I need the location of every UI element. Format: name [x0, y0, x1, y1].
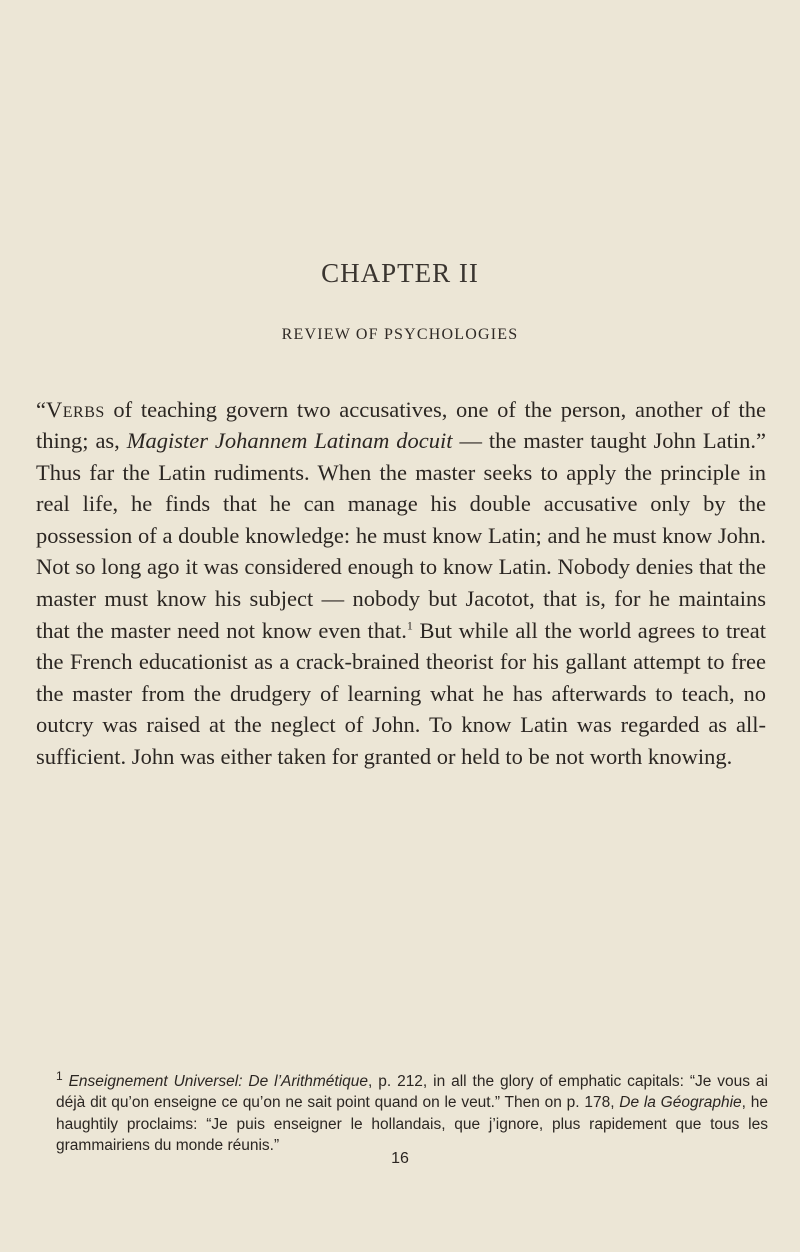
footnote-marker: 1	[56, 1068, 63, 1083]
footnote	[56, 1068, 769, 1157]
body-paragraph	[36, 394, 766, 773]
chapter-heading: CHAPTER II	[321, 258, 479, 288]
footnote-text-2: , he haughtily proclaims: “Je puis enseigner le hollandais, que j’ignore, plus rapidement que tous les grammairiens du monde réunis.”	[56, 1094, 768, 1154]
footnote-title-2: De la Géographie	[619, 1094, 742, 1111]
open-quote: “	[36, 396, 46, 422]
page-number: 16	[391, 1150, 409, 1167]
paragraph-text-3: But while all the world agrees to treat the French educationist as a crack-brained theorist for his gallant attempt to free the master from the drudgery of learning what he has afterwards to teach, no outcry was raised at the neglect of John. To know Latin was regarded as all-sufficient. John was either taken for granted or held to be not worth knowing.	[36, 617, 766, 770]
lead-word: Verbs	[46, 396, 105, 422]
section-heading: REVIEW OF PSYCHOLOGIES	[281, 326, 519, 343]
footnote-text-1: , p. 212, in all the glory of emphatic capitals: “Je vous ai déjà dit qu’on enseigne ce qu’on ne sait point quand on le veut.” Then on p. 178,	[56, 1072, 769, 1111]
paragraph-text-1: of teaching govern two accusatives, one of the person, another of the thing; as,	[36, 396, 766, 454]
paragraph-text-2: — the master taught John Latin.” Thus far the Latin rudiments. When the master seeks to apply the principle in real life, he finds that he can manage his double accusative only by the possession of a double knowledge: he must know Latin; and he must know John. Not so long ago it was considered enough to know Latin. Nobody denies that the master must know his subject — nobody but Jacotot, that is, for he maintains that the master need not know even that.	[36, 428, 766, 643]
latin-example: Magister Johannem Latinam docuit	[126, 428, 453, 454]
footnote-title-1: Enseignement Universel: De l’Arithmétique	[68, 1072, 369, 1090]
footnote-reference[interactable]: 1	[406, 618, 413, 633]
